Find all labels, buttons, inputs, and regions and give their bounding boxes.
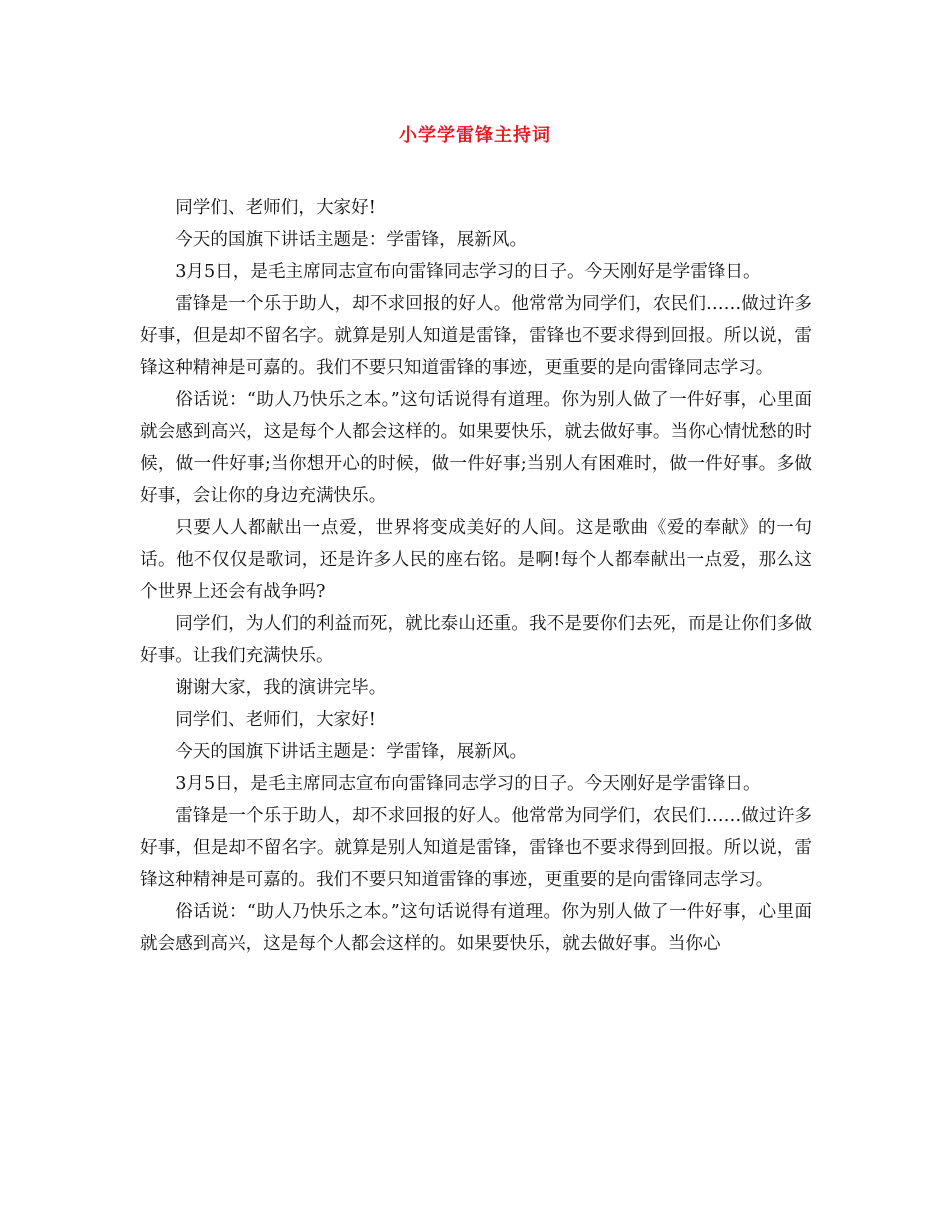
paragraph: 俗话说：“助人乃快乐之本。”这句话说得有道理。你为别人做了一件好事，心里面就会感到高兴，这是每个人都会这样的。如果要快乐，就去做好事。当你心 xyxy=(140,902,812,954)
paragraph: 同学们，为人们的利益而死，就比泰山还重。我不是要你们去死，而是让你们多做好事。让我们充满快乐。 xyxy=(140,614,812,666)
paragraph: 同学们、老师们，大家好! xyxy=(175,710,376,730)
paragraph: 谢谢大家，我的演讲完毕。 xyxy=(175,678,387,698)
paragraph: 同学们、老师们，大家好! xyxy=(175,198,376,218)
paragraph: 俗话说：“助人乃快乐之本。”这句话说得有道理。你为别人做了一件好事，心里面就会感到高兴，这是每个人都会这样的。如果要快乐，就去做好事。当你心情忧愁的时候，做一件好事;当你想开心的时候，做一件好事;当别人有困难时，做一件好事。多做好事，会让你的身边充满快乐。 xyxy=(140,390,812,506)
paragraph: 3月5日，是毛主席同志宣布向雷锋同志学习的日子。今天刚好是学雷锋日。 xyxy=(175,262,761,282)
paragraph: 雷锋是一个乐于助人，却不求回报的好人。他常常为同学们，农民们……做过许多好事，但是却不留名字。就算是别人知道是雷锋，雷锋也不要求得到回报。所以说，雷锋这种精神是可嘉的。我们不要只知道雷锋的事迹，更重要的是向雷锋同志学习。 xyxy=(140,294,812,378)
paragraph: 雷锋是一个乐于助人，却不求回报的好人。他常常为同学们，农民们……做过许多好事，但是却不留名字。就算是别人知道是雷锋，雷锋也不要求得到回报。所以说，雷锋这种精神是可嘉的。我们不要只知道雷锋的事迹，更重要的是向雷锋同志学习。 xyxy=(140,806,812,890)
paragraph: 今天的国旗下讲话主题是：学雷锋，展新风。 xyxy=(175,230,528,250)
paragraph: 今天的国旗下讲话主题是：学雷锋，展新风。 xyxy=(175,742,528,762)
paragraph: 3月5日，是毛主席同志宣布向雷锋同志学习的日子。今天刚好是学雷锋日。 xyxy=(175,774,761,794)
document-body xyxy=(140,192,812,960)
paragraph: 只要人人都献出一点爱，世界将变成美好的人间。这是歌曲《爱的奉献》的一句话。他不仅仅是歌词，还是许多人民的座右铭。是啊!每个人都奉献出一点爱，那么这个世界上还会有战争吗? xyxy=(140,518,812,602)
document-title: 小学学雷锋主持词 xyxy=(399,125,551,146)
